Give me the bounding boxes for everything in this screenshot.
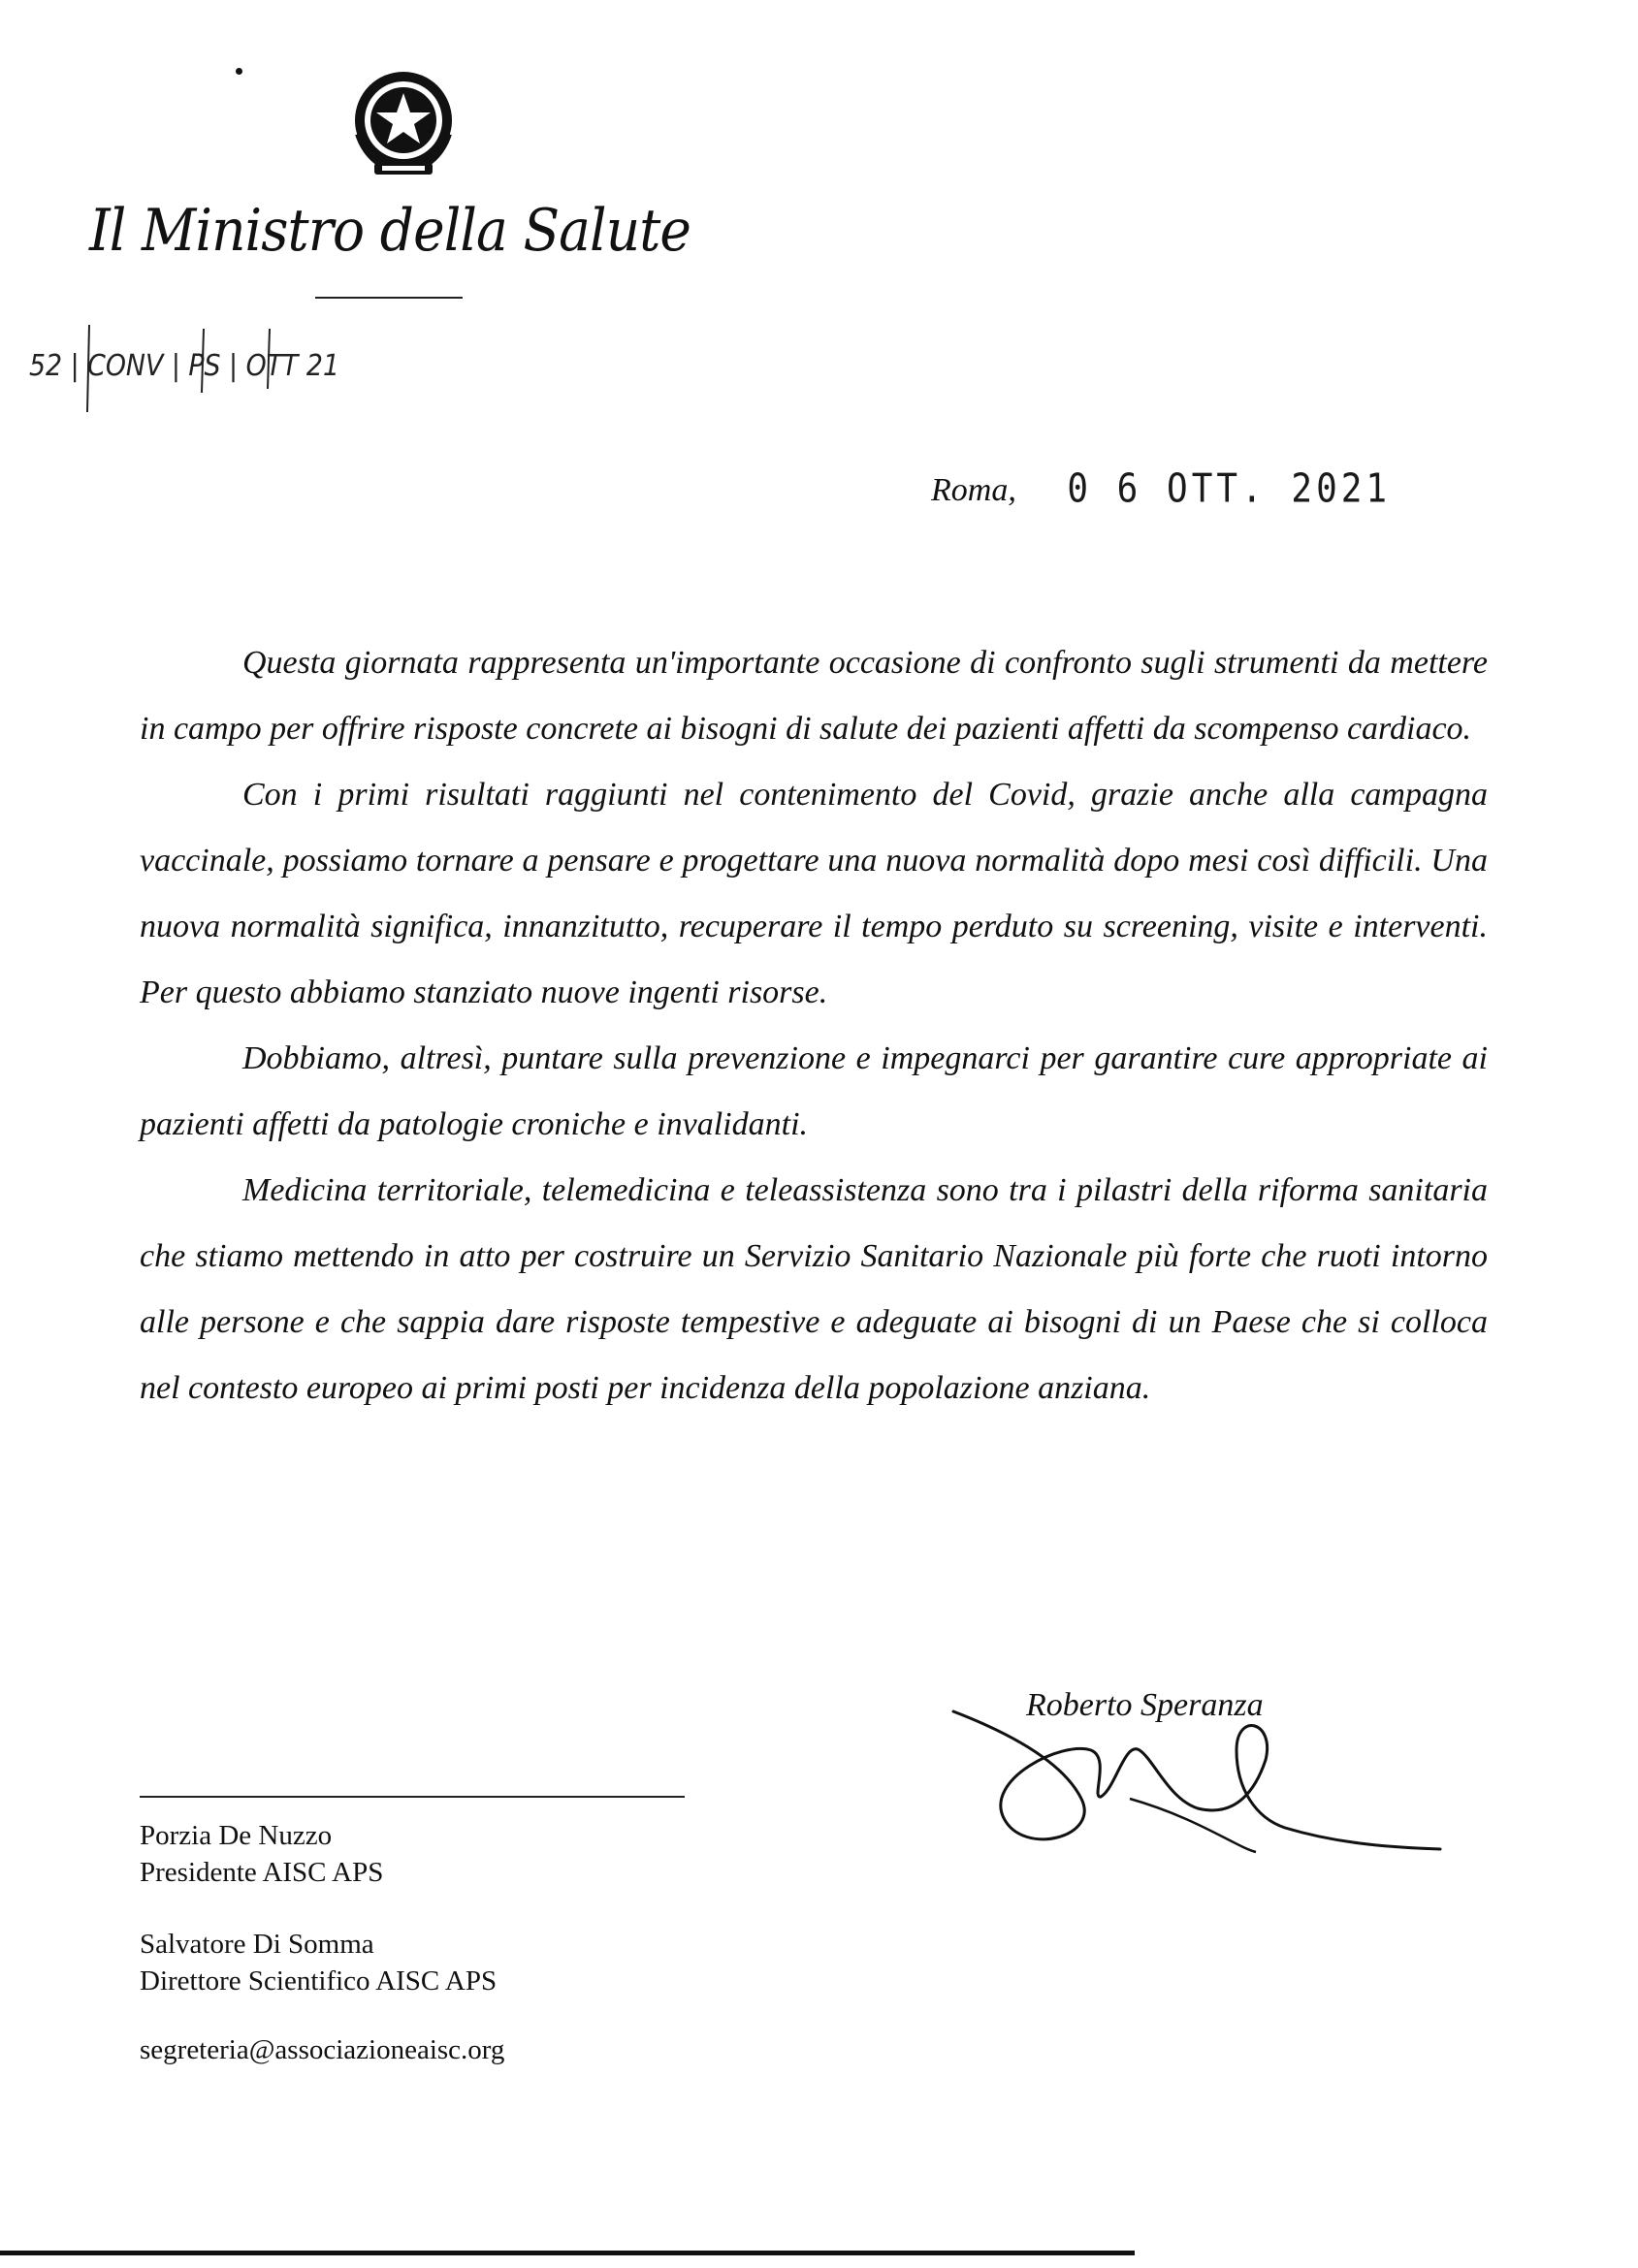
letter-body <box>140 630 1488 1421</box>
body-paragraph: Questa giornata rappresenta un'importante occasione di confronto sugli strumenti da mettere in campo per offrire risposte concrete ai bisogni di salute dei pazienti affetti da scompenso cardiaco. <box>140 645 1488 747</box>
recipient-role: Direttore Scientifico AISC APS <box>140 1965 498 1996</box>
signatory-name: Roberto Speranza <box>1026 1687 1264 1723</box>
recipient-block-1 <box>140 1817 383 1891</box>
body-paragraph: Medicina territoriale, telemedicina e teleassistenza sono tra i pilastri della riforma sanitaria che stiamo mettendo in atto per costruire un Servizio Sanitario Nazionale più forte che ruoti intorno alle persone e che sappia dare risposte tempestive e adeguate ai bisogni di un Paese che si colloca nel contesto europeo ai primi posti per incidenza della popolazione anziana. <box>140 1172 1488 1406</box>
letterhead-title <box>85 180 706 277</box>
date-line <box>931 465 1392 513</box>
republic-emblem-icon <box>349 66 458 180</box>
letterhead-rule <box>315 297 463 299</box>
protocol-note-text: 52 | CONV | PS | OTT 21 <box>29 349 339 383</box>
scan-dot <box>236 68 242 75</box>
recipient-role: Presidente AISC APS <box>140 1857 384 1888</box>
protocol-handwritten-note <box>29 315 349 422</box>
recipients-rule <box>140 1796 685 1798</box>
date-stamp: 0 6 OTT. 2021 <box>1067 465 1392 513</box>
recipient-email: segreteria@associazioneaisc.org <box>140 2034 505 2065</box>
letterhead-title-text: Il Ministro della Salute <box>88 197 691 265</box>
date-city: Roma, <box>931 472 1016 508</box>
recipient-name: Porzia De Nuzzo <box>140 1820 333 1851</box>
body-paragraph: Dobbiamo, altresì, puntare sulla prevenzione e impegnarci per garantire cure appropriate ai pazienti affetti da patologie croniche e invalidanti. <box>140 1040 1488 1142</box>
body-paragraph: Con i primi risultati raggiunti nel contenimento del Covid, grazie anche alla campagna vaccinale, possiamo tornare a pensare e progettare una nuova normalità dopo mesi così difficili. Una nuova normalità significa, innanzitutto, recuperare il tempo perduto su screening, visite e interventi. Per questo abbiamo stanziato nuove ingenti risorse. <box>140 777 1488 1010</box>
recipient-block-2 <box>140 1926 497 1999</box>
handwritten-signature <box>946 1682 1450 1867</box>
recipient-name: Salvatore Di Somma <box>140 1929 374 1960</box>
scan-bottom-edge <box>0 2251 1135 2255</box>
